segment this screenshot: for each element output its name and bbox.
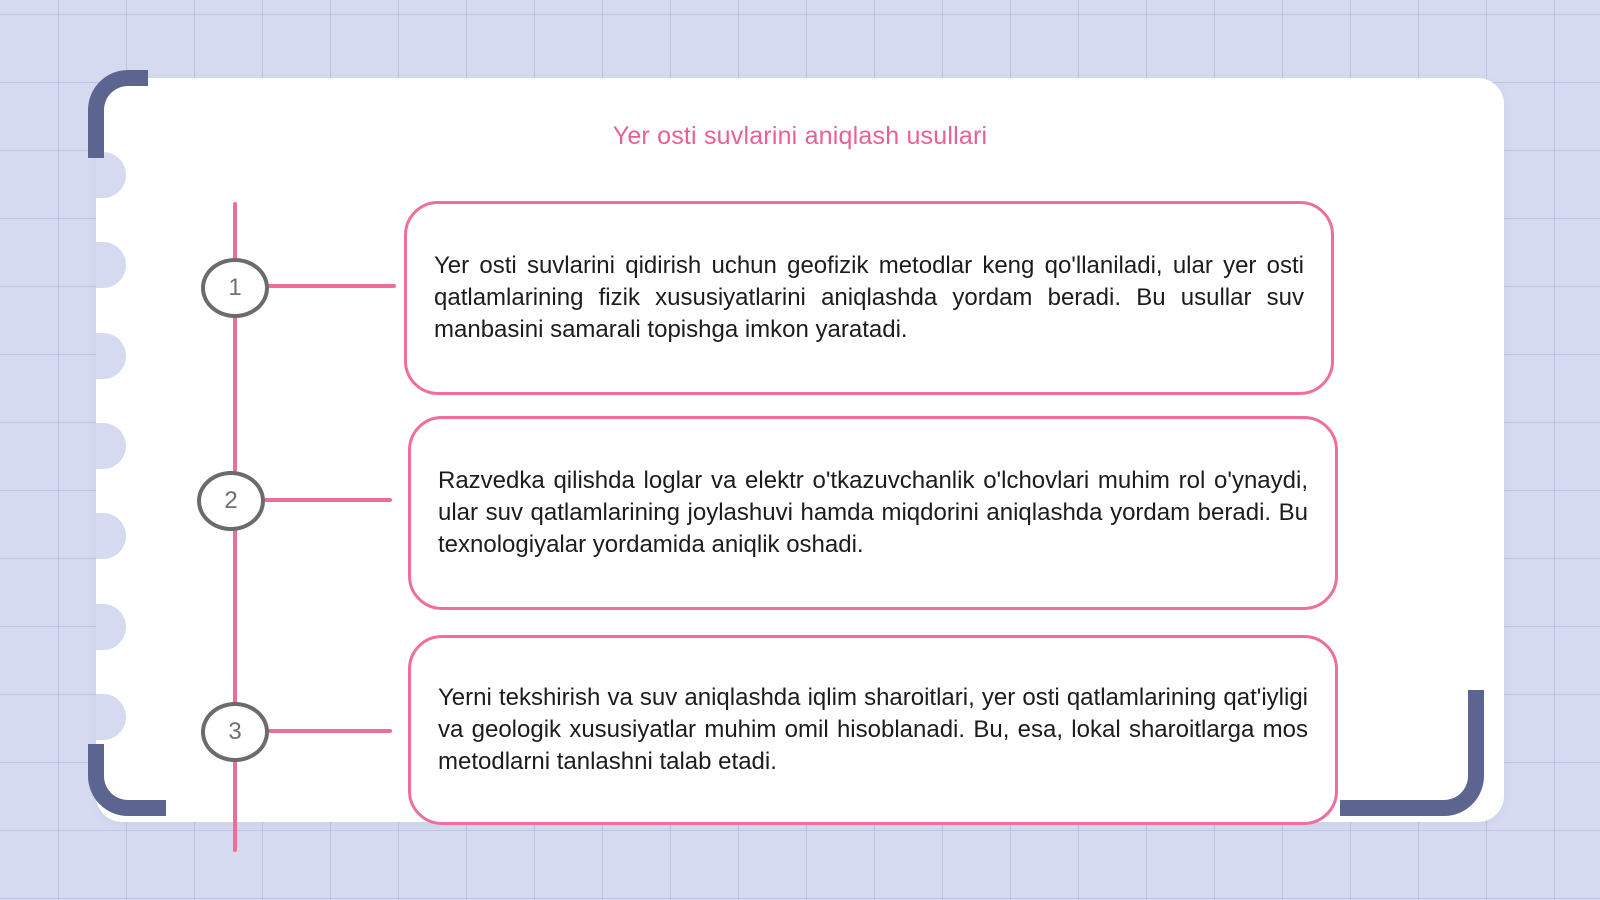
timeline-connector: [268, 284, 396, 288]
step-card-3: [408, 635, 1338, 825]
step-number-2: 2: [197, 471, 265, 531]
step-card-1: [404, 201, 1334, 395]
slide-title: Yer osti suvlarini aniqlash usullari: [612, 122, 988, 150]
step-number-1: 1: [201, 258, 269, 318]
timeline-connector: [268, 729, 392, 733]
frame-corner-bottom-right: [1340, 690, 1484, 816]
step-card-text: Yer osti suvlarini qidirish uchun geofizik metodlar keng qo'llaniladi, ular yer osti qatlamlarining fizik xususiyatlarini aniqlashda yordam beradi. Bu usullar suv manbasini samarali topishga imkon yaratadi.: [434, 252, 1304, 343]
step-card-2: [408, 416, 1338, 610]
step-card-text: Yerni tekshirish va suv aniqlashda iqlim sharoitlari, yer osti qatlamlarining qat'iyligi va geologik xususiyatlar muhim omil hisoblanadi. Bu, esa, lokal sharoitlarga mos metodlarni tanlashni talab etadi.: [438, 684, 1308, 775]
timeline-connector: [264, 498, 392, 502]
step-card-text: Razvedka qilishda loglar va elektr o'tkazuvchanlik o'lchovlari muhim rol o'ynaydi, ular suv qatlamlarining joylashuvi hamda miqdorini aniqlashda yordam beradi. Bu texnologiyalar yordamida aniqlik oshadi.: [438, 467, 1308, 558]
step-number-3: 3: [201, 702, 269, 762]
frame-corner-bottom-left: [88, 744, 166, 816]
